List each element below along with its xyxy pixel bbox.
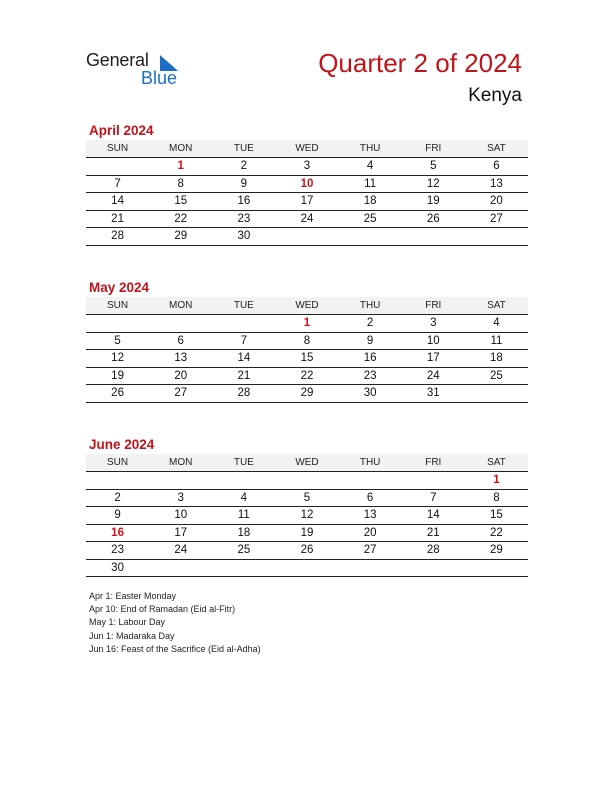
- day-cell: 22: [465, 524, 528, 542]
- day-cell: 18: [212, 524, 275, 542]
- country-name: Kenya: [468, 85, 522, 106]
- day-cell: 20: [339, 524, 402, 542]
- empty-day-cell: [149, 472, 212, 490]
- generalblue-logo: [86, 50, 196, 90]
- day-cell: 30: [86, 559, 149, 577]
- day-cell: 1: [465, 472, 528, 490]
- holiday-note: Jun 1: Madaraka Day: [89, 630, 175, 641]
- day-cell: 5: [402, 158, 465, 176]
- weekday-header: WED: [275, 454, 338, 472]
- day-cell: 10: [149, 507, 212, 525]
- month-title: June 2024: [89, 437, 155, 452]
- weekday-header-row: [86, 140, 528, 158]
- day-cell: 2: [86, 489, 149, 507]
- day-cell: 5: [86, 332, 149, 350]
- day-cell: 13: [465, 175, 528, 193]
- day-cell: 7: [212, 332, 275, 350]
- day-cell: 3: [149, 489, 212, 507]
- empty-day-cell: [275, 559, 338, 577]
- week-row: [86, 559, 528, 577]
- day-cell: 28: [212, 385, 275, 403]
- day-cell: 16: [86, 524, 149, 542]
- day-cell: 18: [465, 350, 528, 368]
- weekday-header: WED: [275, 140, 338, 158]
- day-cell: 9: [86, 507, 149, 525]
- day-cell: 19: [86, 367, 149, 385]
- day-cell: 20: [465, 193, 528, 211]
- day-cell: 29: [465, 542, 528, 560]
- day-cell: 10: [402, 332, 465, 350]
- day-cell: 14: [212, 350, 275, 368]
- day-cell: 31: [402, 385, 465, 403]
- day-cell: 27: [339, 542, 402, 560]
- day-cell: 26: [275, 542, 338, 560]
- weekday-header-row: [86, 297, 528, 315]
- day-cell: 30: [212, 228, 275, 246]
- day-cell: 25: [212, 542, 275, 560]
- week-row: [86, 472, 528, 490]
- day-cell: 1: [149, 158, 212, 176]
- day-cell: 5: [275, 489, 338, 507]
- day-cell: 24: [149, 542, 212, 560]
- day-cell: 8: [149, 175, 212, 193]
- day-cell: 9: [212, 175, 275, 193]
- empty-day-cell: [212, 315, 275, 333]
- empty-day-cell: [339, 472, 402, 490]
- day-cell: 26: [402, 210, 465, 228]
- weekday-header: FRI: [402, 297, 465, 315]
- calendar-grid: [86, 297, 528, 403]
- empty-day-cell: [275, 472, 338, 490]
- day-cell: 14: [86, 193, 149, 211]
- empty-day-cell: [149, 315, 212, 333]
- weekday-header: THU: [339, 140, 402, 158]
- day-cell: 4: [465, 315, 528, 333]
- day-cell: 18: [339, 193, 402, 211]
- day-cell: 21: [402, 524, 465, 542]
- day-cell: 29: [275, 385, 338, 403]
- weekday-header: THU: [339, 297, 402, 315]
- day-cell: 20: [149, 367, 212, 385]
- weekday-header: SUN: [86, 297, 149, 315]
- day-cell: 22: [275, 367, 338, 385]
- day-cell: 4: [212, 489, 275, 507]
- week-row: [86, 507, 528, 525]
- logo-word-general: General: [86, 50, 149, 70]
- day-cell: 23: [86, 542, 149, 560]
- empty-day-cell: [465, 559, 528, 577]
- empty-day-cell: [212, 472, 275, 490]
- calendar-grid: [86, 140, 528, 246]
- week-row: [86, 542, 528, 560]
- day-cell: 24: [275, 210, 338, 228]
- day-cell: 21: [212, 367, 275, 385]
- weekday-header: TUE: [212, 297, 275, 315]
- weekday-header: FRI: [402, 140, 465, 158]
- day-cell: 17: [402, 350, 465, 368]
- page-title: Quarter 2 of 2024: [318, 48, 522, 78]
- day-cell: 17: [275, 193, 338, 211]
- week-row: [86, 332, 528, 350]
- week-row: [86, 367, 528, 385]
- week-row: [86, 193, 528, 211]
- day-cell: 28: [86, 228, 149, 246]
- day-cell: 6: [149, 332, 212, 350]
- day-cell: 3: [275, 158, 338, 176]
- weekday-header: SAT: [465, 454, 528, 472]
- empty-day-cell: [275, 228, 338, 246]
- day-cell: 13: [339, 507, 402, 525]
- day-cell: 21: [86, 210, 149, 228]
- month-april: [86, 122, 528, 246]
- calendar-grid: [86, 454, 528, 577]
- weekday-header: TUE: [212, 140, 275, 158]
- day-cell: 12: [402, 175, 465, 193]
- weekday-header: WED: [275, 297, 338, 315]
- empty-day-cell: [339, 228, 402, 246]
- empty-day-cell: [465, 228, 528, 246]
- empty-day-cell: [86, 315, 149, 333]
- day-cell: 29: [149, 228, 212, 246]
- weekday-header: MON: [149, 297, 212, 315]
- day-cell: 12: [86, 350, 149, 368]
- day-cell: 19: [275, 524, 338, 542]
- day-cell: 2: [212, 158, 275, 176]
- weekday-header: SUN: [86, 454, 149, 472]
- weekday-header: TUE: [212, 454, 275, 472]
- day-cell: 23: [339, 367, 402, 385]
- day-cell: 24: [402, 367, 465, 385]
- day-cell: 15: [149, 193, 212, 211]
- day-cell: 16: [212, 193, 275, 211]
- day-cell: 30: [339, 385, 402, 403]
- week-row: [86, 210, 528, 228]
- day-cell: 27: [149, 385, 212, 403]
- day-cell: 2: [339, 315, 402, 333]
- day-cell: 8: [465, 489, 528, 507]
- weekday-header: SAT: [465, 140, 528, 158]
- empty-day-cell: [402, 559, 465, 577]
- empty-day-cell: [86, 472, 149, 490]
- empty-day-cell: [149, 559, 212, 577]
- weekday-header: MON: [149, 140, 212, 158]
- day-cell: 27: [465, 210, 528, 228]
- day-cell: 19: [402, 193, 465, 211]
- week-row: [86, 350, 528, 368]
- week-row: [86, 158, 528, 176]
- empty-day-cell: [402, 228, 465, 246]
- day-cell: 7: [402, 489, 465, 507]
- weekday-header: FRI: [402, 454, 465, 472]
- day-cell: 12: [275, 507, 338, 525]
- day-cell: 17: [149, 524, 212, 542]
- day-cell: 28: [402, 542, 465, 560]
- day-cell: 6: [465, 158, 528, 176]
- day-cell: 26: [86, 385, 149, 403]
- week-row: [86, 315, 528, 333]
- day-cell: 11: [212, 507, 275, 525]
- day-cell: 10: [275, 175, 338, 193]
- weekday-header: THU: [339, 454, 402, 472]
- holiday-note: Apr 1: Easter Monday: [89, 591, 177, 601]
- week-row: [86, 385, 528, 403]
- day-cell: 13: [149, 350, 212, 368]
- day-cell: 15: [275, 350, 338, 368]
- holiday-notes: [89, 590, 261, 656]
- week-row: [86, 489, 528, 507]
- day-cell: 3: [402, 315, 465, 333]
- holiday-note: May 1: Labour Day: [89, 617, 166, 628]
- day-cell: 25: [465, 367, 528, 385]
- day-cell: 16: [339, 350, 402, 368]
- month-title: April 2024: [89, 123, 154, 138]
- weekday-header-row: [86, 454, 528, 472]
- day-cell: 14: [402, 507, 465, 525]
- day-cell: 8: [275, 332, 338, 350]
- day-cell: 6: [339, 489, 402, 507]
- day-cell: 25: [339, 210, 402, 228]
- month-may: [86, 279, 528, 403]
- weekday-header: SAT: [465, 297, 528, 315]
- empty-day-cell: [402, 472, 465, 490]
- day-cell: 9: [339, 332, 402, 350]
- week-row: [86, 175, 528, 193]
- day-cell: 15: [465, 507, 528, 525]
- holiday-note: Jun 16: Feast of the Sacrifice (Eid al-Adha): [89, 643, 261, 654]
- weekday-header: MON: [149, 454, 212, 472]
- month-title: May 2024: [89, 280, 150, 295]
- day-cell: 11: [339, 175, 402, 193]
- day-cell: 1: [275, 315, 338, 333]
- day-cell: 22: [149, 210, 212, 228]
- empty-day-cell: [465, 385, 528, 403]
- day-cell: 11: [465, 332, 528, 350]
- weekday-header: SUN: [86, 140, 149, 158]
- logo-word-blue: Blue: [141, 68, 178, 88]
- month-june: [86, 436, 528, 577]
- day-cell: 4: [339, 158, 402, 176]
- week-row: [86, 228, 528, 246]
- empty-day-cell: [339, 559, 402, 577]
- empty-day-cell: [212, 559, 275, 577]
- holiday-note: Apr 10: End of Ramadan (Eid al-Fitr): [89, 604, 236, 615]
- day-cell: 7: [86, 175, 149, 193]
- empty-day-cell: [86, 158, 149, 176]
- week-row: [86, 524, 528, 542]
- day-cell: 23: [212, 210, 275, 228]
